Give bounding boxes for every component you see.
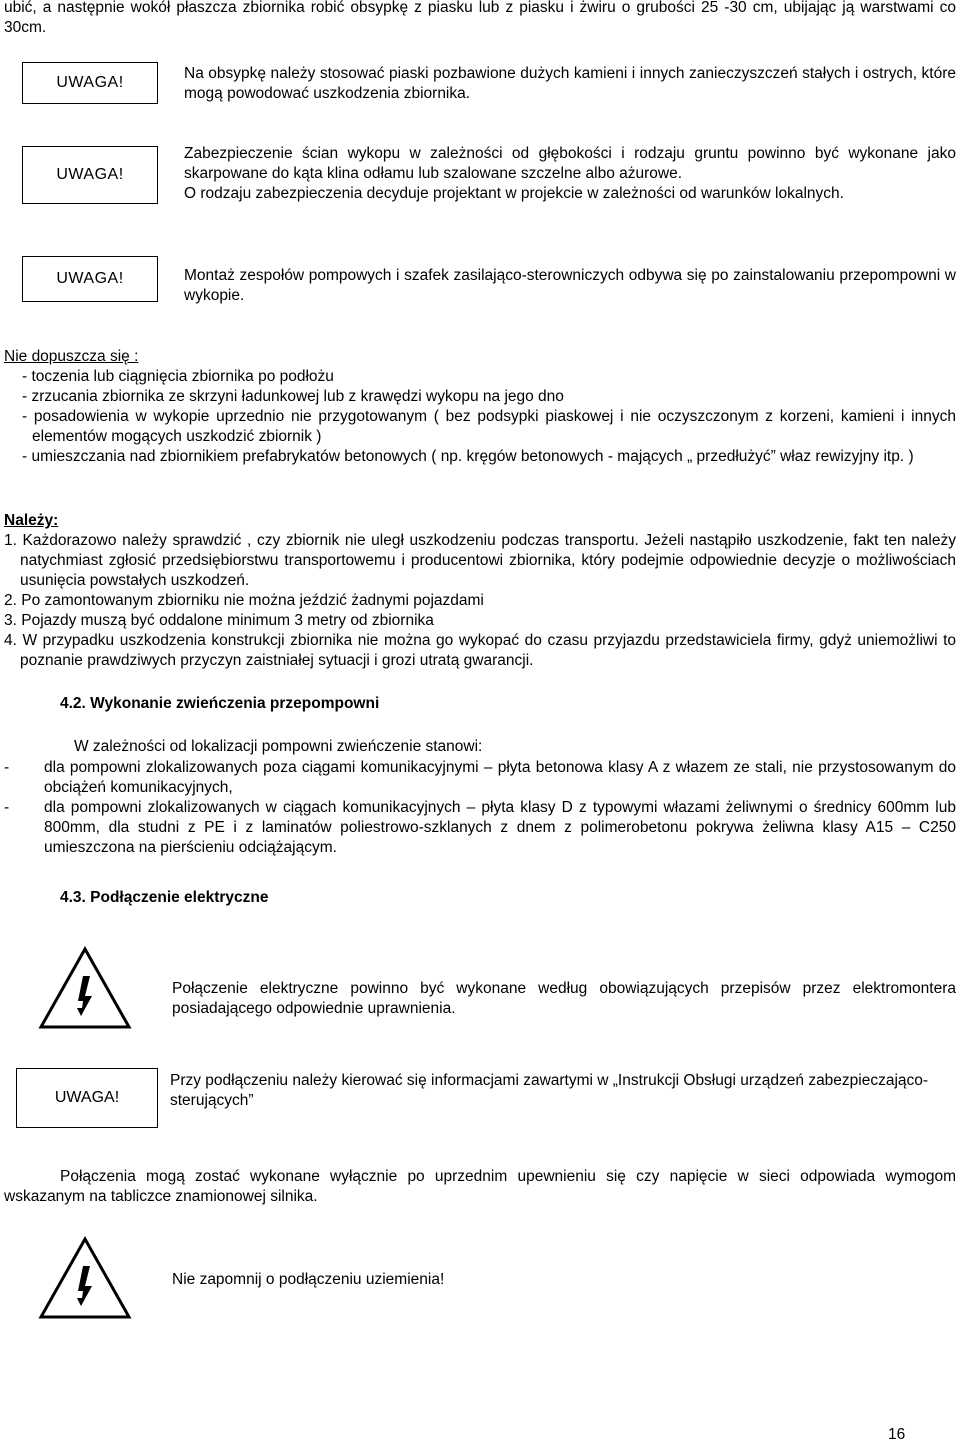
dash: - (4, 759, 10, 776)
prohibited-list (22, 367, 956, 467)
list-item: 4. W przypadku uszkodzenia konstrukcji zbiornika nie można go wykopać do czasu przyjazdu przedstawiciela firmy, gdyż uniemożliwi to poznanie prawdziwych przyczyn zaistniałej sytuacji i grozi utratą gwarancji. (4, 632, 956, 669)
high-voltage-warning-icon (38, 946, 132, 1030)
prohibited-heading: Nie dopuszcza się : (4, 348, 139, 365)
warning-label-box (22, 146, 158, 204)
page-number: 16 (888, 1426, 906, 1443)
required-heading: Należy: (4, 512, 59, 529)
warning-label-box (16, 1068, 158, 1128)
warning-label: UWAGA! (56, 166, 124, 183)
section-title: 4.2. Wykonanie zwieńczenia przepompowni (60, 695, 380, 712)
warning-label: UWAGA! (54, 1089, 120, 1106)
warning-text-line: O rodzaju zabezpieczenia decyduje projektant w projekcie w zależności od warunków lokalnych. (184, 185, 844, 202)
warning-text: Montaż zespołów pompowych i szafek zasilająco-sterowniczych odbywa się po zainstalowaniu przepompowni w wykopie. (184, 267, 956, 304)
list-item: 1. Każdorazowo należy sprawdzić , czy zbiornik nie uległ uszkodzeniu podczas transportu. Jeżeli nastąpiło uszkodzenie, fakt ten należy natychmiast zgłosić przedsiębiorstwu transportowemu i producentowi zbiornika, który podejmie odpowiednie decyzje o możliwościach usunięcia powstałych uszkodzeń. (4, 532, 956, 589)
warning-text-line: Zabezpieczenie ścian wykopu w zależności od głębokości i rodzaju gruntu powinno być wykonane jako skarpowane do kąta klina odłamu lub szalowane szczelne albo ażurowe. (184, 145, 956, 182)
section-title: 4.3. Podłączenie elektryczne (60, 889, 269, 906)
list-item: 2. Po zamontowanym zbiorniku nie można jeździć żadnymi pojazdami (4, 592, 484, 609)
list-item: - umieszczania nad zbiornikiem prefabrykatów betonowych ( np. kręgów betonowych - mających „ przedłużyć” właz rewizyjny itp. ) (22, 448, 914, 465)
hazard-text: Połączenie elektryczne powinno być wykonane według obowiązujących przepisów przez elektromontera posiadającego odpowiednie uprawnienia. (172, 980, 956, 1017)
warning-label-box (22, 62, 158, 104)
list-item: dla pompowni zlokalizowanych w ciągach komunikacyjnych – płyta klasy D z typowymi włazami żeliwnymi o średnicy 600mm lub 800mm, dla studni z PE i z laminatów poliestrowo-szklanych z dnem z polimerobetonu pokrywa żeliwna klasy A15 – C250 umieszczona na pierścieniu odciążającym. (44, 799, 956, 856)
dash: - (4, 799, 10, 816)
warning-label-box (22, 256, 158, 302)
warning-label: UWAGA! (56, 74, 124, 91)
list-item: - zrzucania zbiornika ze skrzyni ładunkowej lub z krawędzi wykopu na jego dno (22, 388, 564, 405)
list-item: dla pompowni zlokalizowanych poza ciągami komunikacyjnymi – płyta betonowa klasy A z włazem ze stali, nie przystosowanym do obciążeń komunikacyjnych, (44, 759, 956, 796)
ground-reminder: Nie zapomnij o podłączeniu uziemienia! (172, 1271, 445, 1288)
high-voltage-warning-icon (38, 1236, 132, 1320)
list-item: - toczenia lub ciągnięcia zbiornika po podłożu (22, 368, 334, 385)
connection-paragraph: Połączenia mogą zostać wykonane wyłącznie po uprzednim upewnieniu się czy napięcie w sieci odpowiada wymogom wskazanym na tabliczce znamionowej silnika. (4, 1168, 956, 1205)
warning-text: Na obsypkę należy stosować piaski pozbawione dużych kamieni i innych zanieczyszczeń stałych i ostrych, które mogą powodować uszkodzenia zbiornika. (184, 65, 956, 102)
warning-text: Przy podłączeniu należy kierować się informacjami zawartymi w „Instrukcji Obsługi urządzeń zabezpieczająco-sterujących” (170, 1072, 929, 1109)
intro-paragraph: ubić, a następnie wokół płaszcza zbiornika robić obsypkę z piasku lub z piasku i żwiru o grubości 25 -30 cm, ubijając ją warstwami co 30cm. (4, 0, 956, 36)
list-item: - posadowienia w wykopie uprzednio nie przygotowanym ( bez podsypki piaskowej i nie oczyszczonym z korzeni, kamieni i innych elementów mogących uszkodzić zbiornik ) (22, 408, 956, 445)
required-list (4, 531, 956, 671)
warning-text (184, 144, 956, 204)
warning-label: UWAGA! (56, 270, 124, 287)
list-item: 3. Pojazdy muszą być oddalone minimum 3 metry od zbiornika (4, 612, 434, 629)
section-lead: W zależności od lokalizacji pompowni zwieńczenie stanowi: (74, 738, 483, 755)
